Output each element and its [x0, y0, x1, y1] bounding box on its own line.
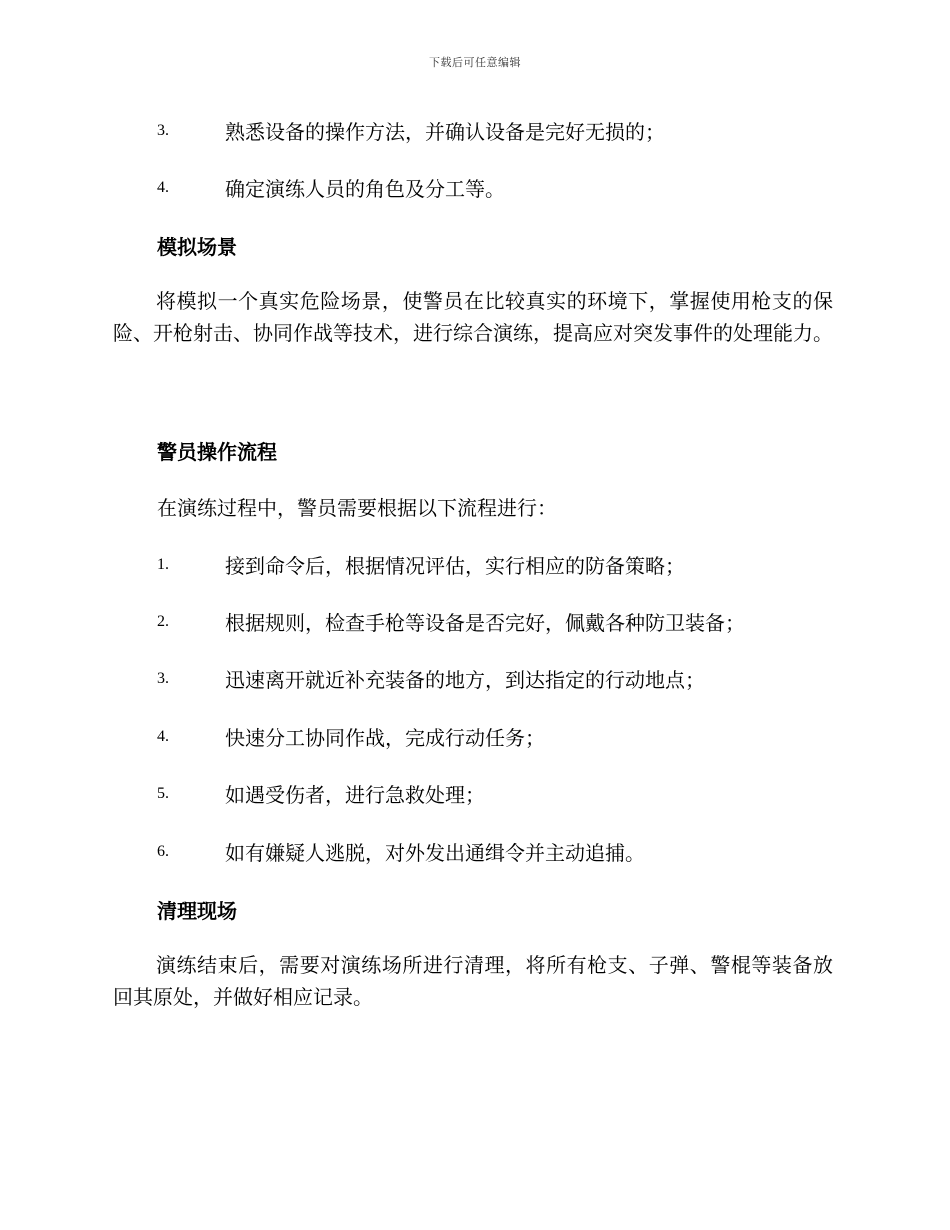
section-paragraph-cleanup: 演练结束后，需要对演练场所进行清理，将所有枪支、子弹、警棍等装备放回其原处，并做好相应记录。 — [113, 953, 833, 1009]
list-item-text: 确定演练人员的角色及分工等。 — [225, 177, 505, 201]
list-item-number: 1. — [157, 556, 169, 573]
list-item-text: 熟悉设备的操作方法，并确认设备是完好无损的； — [225, 120, 665, 144]
list-item — [0, 607, 950, 639]
list-item-text: 如遇受伤者，进行急救处理； — [225, 783, 485, 807]
section-heading-process: 警员操作流程 — [157, 440, 277, 464]
list-item — [0, 550, 950, 582]
list-item — [0, 837, 950, 869]
section-heading-cleanup: 清理现场 — [157, 899, 237, 923]
list-item-text: 如有嫌疑人逃脱，对外发出通缉令并主动追捕。 — [225, 841, 645, 865]
list-item-number: 6. — [157, 843, 169, 860]
section-heading-scene: 模拟场景 — [157, 235, 237, 259]
list-item-text: 迅速离开就近补充装备的地方，到达指定的行动地点； — [225, 668, 705, 692]
list-item — [0, 722, 950, 754]
list-item-text: 接到命令后，根据情况评估，实行相应的防备策略； — [225, 554, 685, 578]
list-item-number: 4. — [157, 728, 169, 745]
list-item-number: 2. — [157, 613, 169, 630]
list-item-number: 5. — [157, 785, 169, 802]
list-item-text: 根据规则，检查手枪等设备是否完好，佩戴各种防卫装备； — [225, 611, 745, 635]
list-item-number: 3. — [157, 670, 169, 687]
section-paragraph-scene: 将模拟一个真实危险场景，使警员在比较真实的环境下，掌握使用枪支的保险、开枪射击、协同作战等技术，进行综合演练，提高应对突发事件的处理能力。 — [113, 289, 833, 345]
list-item-number: 3. — [157, 122, 169, 139]
list-item-number: 4. — [157, 179, 169, 196]
section-intro-process: 在演练过程中，警员需要根据以下流程进行： — [157, 496, 557, 520]
page-header-note: 下载后可任意编辑 — [429, 56, 521, 69]
list-item — [0, 779, 950, 811]
list-item — [0, 664, 950, 696]
list-item-text: 快速分工协同作战，完成行动任务； — [225, 726, 545, 750]
list-item — [0, 116, 950, 148]
list-item — [0, 173, 950, 205]
